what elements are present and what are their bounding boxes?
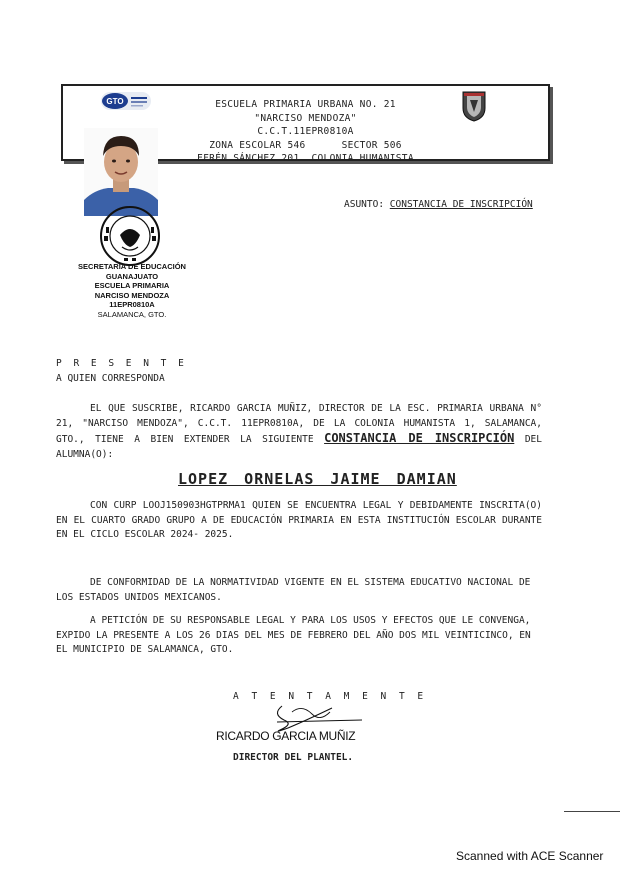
scanner-watermark: Scanned with ACE Scanner bbox=[456, 849, 604, 863]
school-crest-icon bbox=[461, 90, 487, 122]
paragraph-3-text: DE CONFORMIDAD DE LA NORMATIVIDAD VIGENTE EN EL SISTEMA EDUCATIVO NACIONAL DE LOS ESTADOS UNIDOS MEXICANOS. bbox=[56, 577, 531, 603]
school-address: EFRÉN SÁNCHEZ 201. COLONIA HUMANISTA bbox=[197, 153, 414, 164]
student-photo bbox=[84, 128, 158, 216]
paragraph-2-text: CON CURP LOOJ150903HGTPRMA1 QUIEN SE ENCUENTRA LEGAL Y DEBIDAMENTE INSCRITA(O) EN EL CUARTO GRADO GRUPO A DE EDUCACIÓN PRIMARIA EN ESTA INSTITUCIÓN ESCOLAR DURANTE EN EL CICLO ESCOLAR 2024- 2025. bbox=[56, 500, 542, 540]
signer-name: RICARDO GARCIA MUÑIZ bbox=[216, 729, 356, 743]
subject-value: CONSTANCIA DE INSCRIPCIÓN bbox=[389, 199, 533, 210]
seal-line-3: ESCUELA PRIMARIA bbox=[94, 281, 170, 290]
seal-line-5: 11EPR0810A bbox=[109, 300, 155, 309]
paragraph-2 bbox=[56, 499, 542, 543]
seal-text bbox=[68, 262, 196, 319]
student-name: LOPEZ ORNELAS JAIME DAMIAN bbox=[178, 470, 457, 488]
gto-logo-text: GTO bbox=[106, 97, 124, 106]
school-name: ESCUELA PRIMARIA URBANA NO. 21 bbox=[215, 99, 396, 110]
subject-label: ASUNTO: bbox=[344, 199, 385, 210]
school-cct: C.C.T.11EPR0810A bbox=[257, 126, 354, 137]
gto-logo bbox=[101, 92, 151, 110]
paragraph-4 bbox=[56, 614, 542, 658]
seal-line-2: GUANAJUATO bbox=[105, 271, 159, 281]
subject-line bbox=[344, 199, 533, 210]
to-whom-it-may-concern: A QUIEN CORRESPONDA bbox=[56, 373, 165, 384]
school-alias: "NARCISO MENDOZA" bbox=[254, 112, 357, 124]
school-zone: ZONA ESCOLAR 546 SECTOR 506 bbox=[209, 139, 402, 151]
sincerely: A T E N T A M E N T E bbox=[233, 691, 427, 702]
seal-line-1: SECRETARÍA DE EDUCACIÓN bbox=[78, 262, 186, 271]
signer-role: DIRECTOR DEL PLANTEL. bbox=[233, 752, 354, 763]
paragraph-4-text: A PETICIÓN DE SU RESPONSABLE LEGAL Y PARA LOS USOS Y EFECTOS QUE LE CONVENGA, EXPIDO LA PRESENTE A LOS 26 DIAS DEL MES DE FEBRERO DEL AÑO DOS MIL VEINTICINCO, EN EL MUNICIPIO DE SALAMANCA, GTO. bbox=[56, 615, 531, 655]
seal-line-6: SALAMANCA, GTO. bbox=[97, 309, 167, 319]
paragraph-3 bbox=[56, 576, 542, 605]
official-seal bbox=[98, 205, 162, 267]
presente: P R E S E N T E bbox=[56, 358, 187, 369]
scan-line bbox=[564, 811, 620, 812]
seal-line-4: NARCISO MENDOZA bbox=[94, 290, 170, 300]
paragraph-1 bbox=[56, 402, 542, 462]
paragraph-1-highlight: CONSTANCIA DE INSCRIPCIÓN bbox=[324, 431, 515, 445]
paragraph-1-text-b: DEL ALUMNA(O): bbox=[56, 434, 542, 460]
paragraph-1-text-a: EL QUE SUSCRIBE, RICARDO GARCIA MUÑIZ, DIRECTOR DE LA ESC. PRIMARIA URBANA N° 21, "NARCISO MENDOZA", C.C.T. 11EPR0810A, DE LA COLONIA HUMANISTA 1, SALAMANCA, GTO., TIENE A BIEN EXTENDER LA SIGUIENTE bbox=[56, 403, 542, 445]
